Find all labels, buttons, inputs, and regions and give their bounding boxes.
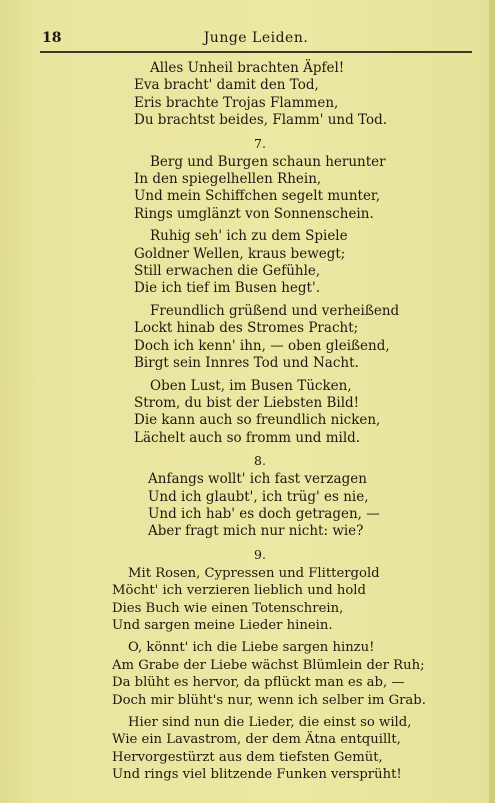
verse-line: Anfangs wollt' ich fast verzagen (148, 471, 367, 488)
stanza (112, 639, 495, 709)
verse-line: Doch ich kenn' ihn, — oben gleißend, (134, 337, 390, 354)
header-rule (40, 51, 472, 53)
verse-line: Ruhig seh' ich zu dem Spiele (150, 228, 348, 245)
stanza (134, 154, 495, 224)
verse-line: Eris brachte Trojas Flammen, (134, 94, 339, 111)
verse-line: Doch mir blüht's nur, wenn ich selber im Grab. (112, 692, 426, 708)
verse-line: Da blüht es hervor, da pflückt man es ab, — (112, 675, 405, 691)
verse-line: Eva bracht' damit den Tod, (134, 77, 319, 94)
stanza (148, 471, 495, 541)
verse-line: Freundlich grüßend und verheißend (150, 302, 400, 319)
verse-line: In den spiegelhellen Rhein, (134, 171, 322, 188)
running-title: Junge Leiden. (203, 30, 309, 46)
verse-line: Du brachtst beides, Flamm' und Tod. (134, 112, 388, 129)
stanza (134, 303, 495, 373)
verse-line: Still erwachen die Gefühle, (134, 263, 321, 280)
verse-line: Berg und Burgen schaun herunter (150, 153, 386, 170)
verse-line: Hervorgestürzt aus dem tiefsten Gemüt, (112, 749, 383, 765)
page-header (42, 30, 470, 50)
page-content (0, 60, 495, 789)
verse-line: Die ich tief im Busen hegt'. (134, 280, 320, 297)
poem-7 (134, 154, 495, 448)
poem-8 (148, 471, 495, 541)
verse-line: Und sargen meine Lieder hinein. (112, 617, 333, 633)
verse-line: Oben Lust, im Busen Tücken, (150, 377, 352, 394)
verse-line: Und ich glaubt', ich trüg' es nie, (148, 488, 369, 505)
verse-line: Die kann auch so freundlich nicken, (134, 412, 381, 429)
verse-line: Am Grabe der Liebe wächst Blümlein der Ruh; (112, 657, 425, 673)
verse-line: Birgt sein Innres Tod und Nacht. (134, 355, 359, 372)
verse-line: Hier sind nun die Lieder, die einst so wild, (128, 715, 412, 730)
stanza (134, 228, 495, 298)
verse-line: Alles Unheil brachten Äpfel! (150, 60, 345, 76)
verse-line: Dies Buch wie einen Totenschrein, (112, 600, 344, 616)
verse-line: Lächelt auch so fromm und mild. (134, 429, 361, 446)
verse-line: Möcht' ich verzieren lieblich und hold (112, 583, 366, 599)
stanza (134, 378, 495, 448)
stanza (112, 565, 495, 635)
verse-line: Lockt hinab des Stromes Pracht; (134, 320, 359, 337)
verse-line: O, könnt' ich die Liebe sargen hinzu! (128, 640, 375, 656)
page-number: 18 (42, 30, 62, 46)
opening-stanza (134, 60, 495, 130)
verse-line: Rings umglänzt von Sonnenschein. (134, 205, 374, 222)
stanza (112, 714, 495, 784)
poem-9 (112, 565, 495, 784)
verse-line: Und rings viel blitzende Funken versprüht! (112, 767, 402, 783)
poem-number-9: 9. (254, 546, 266, 562)
stanza (134, 60, 495, 130)
poem-number-7: 7. (254, 135, 266, 151)
verse-line: Goldner Wellen, kraus bewegt; (134, 245, 346, 262)
verse-line: Mit Rosen, Cypressen und Flittergold (128, 565, 380, 581)
verse-line: Und mein Schiffchen segelt munter, (134, 188, 381, 205)
verse-line: Aber fragt mich nur nicht: wie? (148, 523, 364, 540)
verse-line: Und ich hab' es doch getragen, — (148, 505, 380, 522)
poem-number-8: 8. (254, 453, 266, 469)
verse-line: Wie ein Lavastrom, der dem Ätna entquillt, (112, 732, 401, 748)
verse-line: Strom, du bist der Liebsten Bild! (134, 394, 360, 411)
